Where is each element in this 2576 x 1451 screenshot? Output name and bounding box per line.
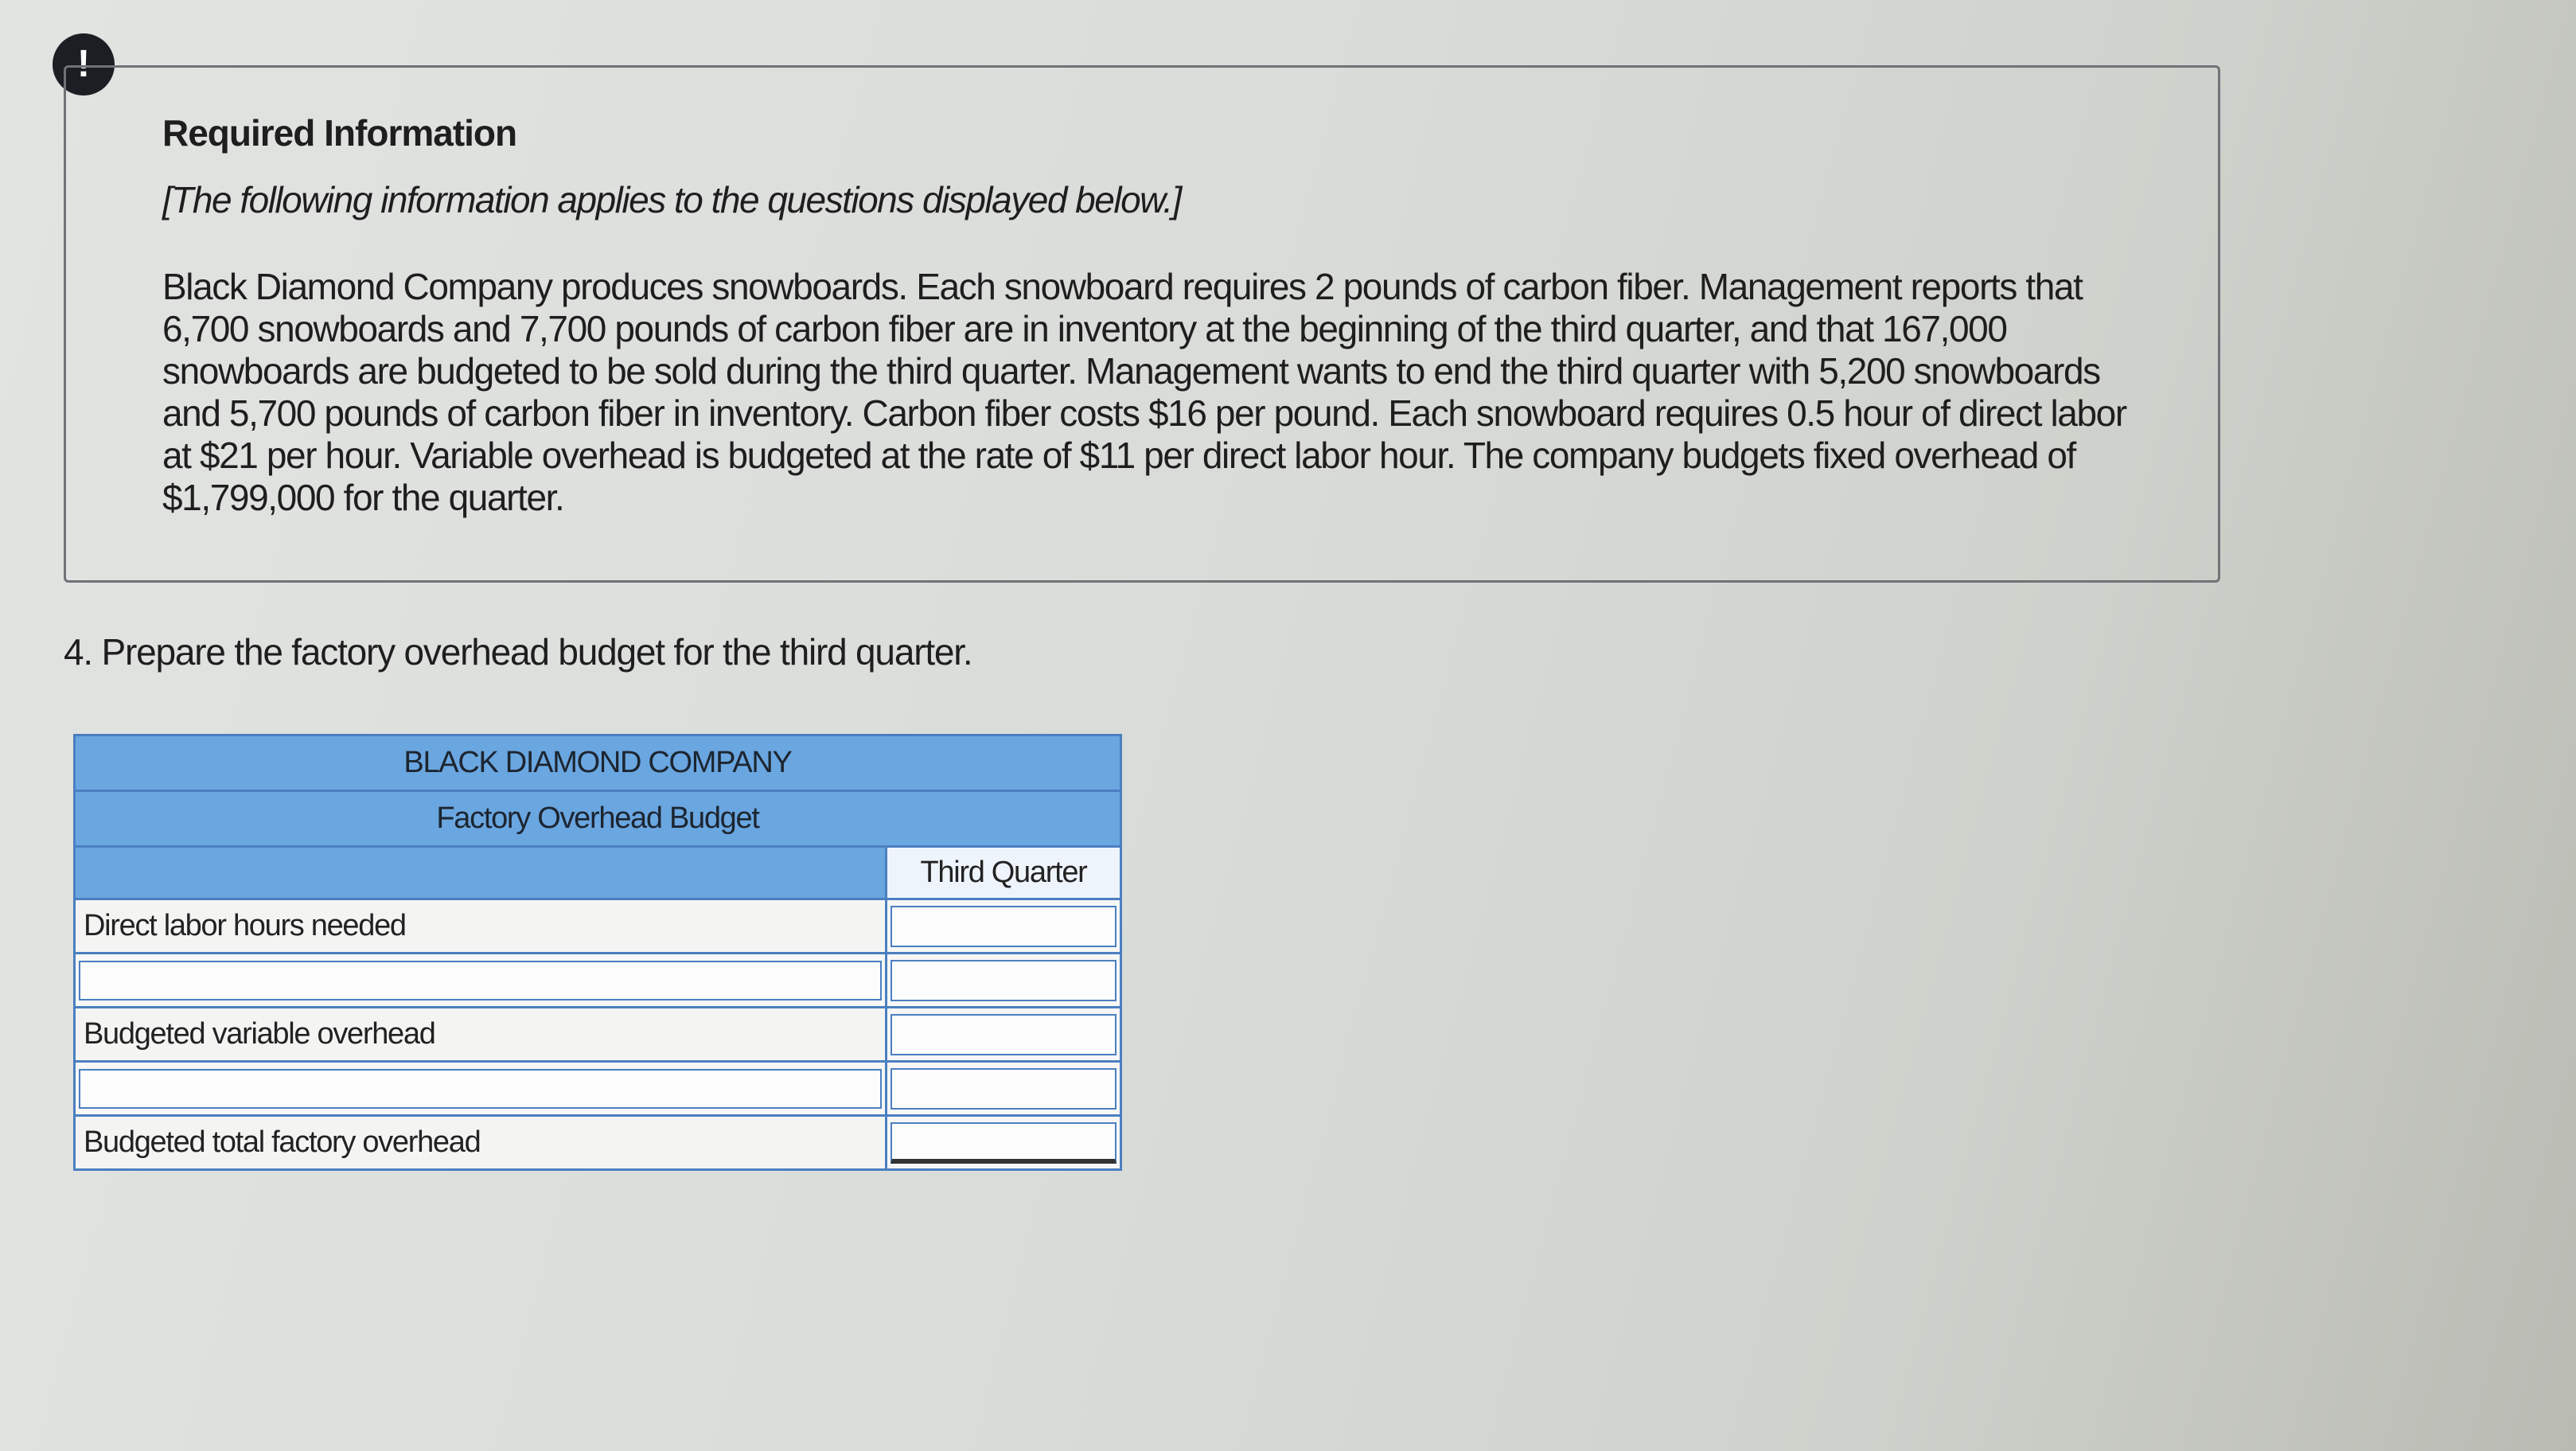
row-label-budgeted-variable-overhead: Budgeted variable overhead: [75, 1008, 887, 1062]
direct-labor-hours-input[interactable]: [890, 906, 1117, 947]
row-label-input-2-cell[interactable]: [75, 954, 887, 1008]
row-value-input-2[interactable]: [890, 960, 1117, 1001]
required-information-subtitle: [The following information applies to the questions displayed below.]: [162, 179, 1181, 220]
row-value-input-4-cell[interactable]: [887, 1062, 1121, 1116]
table-row: [75, 1062, 1121, 1116]
budgeted-total-factory-overhead-input[interactable]: [890, 1122, 1117, 1164]
third-quarter-column-header: Third Quarter: [887, 847, 1121, 899]
required-information-title: Required Information: [162, 112, 517, 154]
row-label-input-4-cell[interactable]: [75, 1062, 887, 1116]
required-information-body: Black Diamond Company produces snowboards. Each snowboard requires 2 pounds of carbon fiber. Management reports that 6,700 snowboards and 7,700 pounds of carbon fiber are in inventory at the beginning of the third quarter, and that 167,000 snowboards are budgeted to be sold during the third quarter. Management wants to end the third quarter with 5,200 snowboards and 5,700 pounds of carbon fiber in inventory. Carbon fiber costs $16 per pound. Each snowboard requires 0.5 hour of direct labor at $21 per hour. Variable overhead is budgeted at the rate of $11 per direct labor hour. The company budgets fixed overhead of $1,799,000 for the quarter.: [162, 266, 2126, 518]
budgeted-variable-overhead-input-cell[interactable]: [887, 1008, 1121, 1062]
budgeted-variable-overhead-input[interactable]: [890, 1014, 1117, 1055]
table-row: [75, 1116, 1121, 1170]
row-value-input-2-cell[interactable]: [887, 954, 1121, 1008]
table-row: [75, 899, 1121, 954]
budgeted-total-factory-overhead-input-cell[interactable]: [887, 1116, 1121, 1170]
row-label-direct-labor-hours: Direct labor hours needed: [75, 899, 887, 954]
company-name-header: BLACK DIAMOND COMPANY: [75, 735, 1121, 791]
row-label-budgeted-total-factory-overhead: Budgeted total factory overhead: [75, 1116, 887, 1170]
row-label-input-4[interactable]: [79, 1069, 882, 1109]
table-row: [75, 954, 1121, 1008]
factory-overhead-budget-table: [73, 734, 1122, 1171]
header-blank-cell: [75, 847, 887, 899]
budget-title-header: Factory Overhead Budget: [75, 791, 1121, 847]
exclamation-icon: !: [53, 33, 115, 96]
question-prompt: 4. Prepare the factory overhead budget for the third quarter.: [64, 631, 972, 673]
direct-labor-hours-input-cell[interactable]: [887, 899, 1121, 954]
row-label-input-2[interactable]: [79, 961, 882, 1000]
row-value-input-4[interactable]: [890, 1068, 1117, 1110]
table-row: [75, 1008, 1121, 1062]
